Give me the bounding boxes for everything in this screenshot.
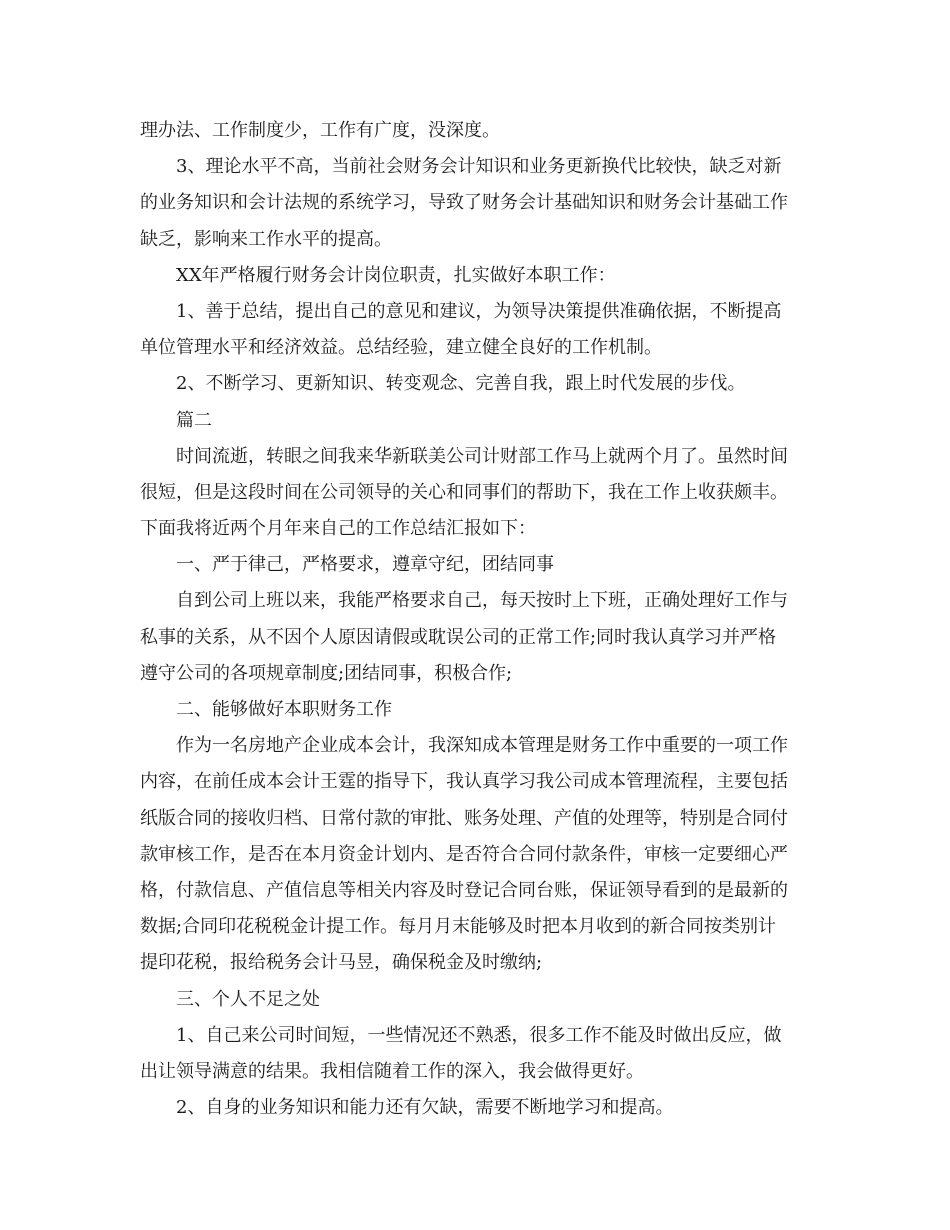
text-line: 理办法、工作制度少，工作有广度，没深度。 [140,120,500,141]
text-line: 款审核工作，是否在本月资金计划内、是否符合合同付款条件，审核一定要细心严 [140,843,788,865]
text-line: 私事的关系，从不因个人原因请假或耽误公司的正常工作;同时我认真学习并严格 [140,626,777,648]
text-line: 缺乏，影响来工作水平的提高。 [140,228,392,250]
text-line: 自到公司上班以来，我能严格要求自己，每天按时上下班，正确处理好工作与 [176,590,788,612]
document-body [140,113,812,1126]
text-line: 1、自己来公司时间短，一些情况还不熟悉，很多工作不能及时做出反应，做 [176,1024,782,1046]
text-line: 出让领导满意的结果。我相信随着工作的深入，我会做得更好。 [140,1060,644,1082]
text-line: 数据;合同印花税税金计提工作。每月月末能够及时把本月收到的新合同按类别计 [140,916,777,938]
text-line: 提印花税，报给税务会计马昱，确保税金及时缴纳; [140,952,543,974]
text-line: 纸版合同的接收归档、日常付款的审批、账务处理、产值的处理等，特别是合同付 [140,807,788,829]
text-line: 的业务知识和会计法规的系统学习，导致了财务会计基础知识和财务会计基础工作 [140,192,788,214]
text-line: 作为一名房地产企业成本会计，我深知成本管理是财务工作中重要的一项工作 [176,735,788,757]
text-line: 1、善于总结，提出自己的意见和建议，为领导决策提供准确依据，不断提高 [176,300,782,322]
text-line: 篇二 [176,409,212,431]
text-line: 2、不断学习、更新知识、转变观念、完善自我，跟上时代发展的步伐。 [176,373,746,395]
text-line: 3、理论水平不高，当前社会财务会计知识和业务更新换代比较快，缺乏对新 [176,156,782,178]
text-line: 三、个人不足之处 [176,988,320,1010]
text-line: 一、严于律己，严格要求，遵章守纪，团结同事 [176,554,554,576]
text-line: 2、自身的业务知识和能力还有欠缺，需要不断地学习和提高。 [176,1097,674,1119]
text-line: 下面我将近两个月年来自己的工作总结汇报如下： [140,518,536,540]
text-line: 内容，在前任成本会计王霆的指导下，我认真学习我公司成本管理流程，主要包括 [140,771,788,793]
text-line: 二、能够做好本职财务工作 [176,699,392,720]
text-line: 时间流逝，转眼之间我来华新联美公司计财部工作马上就两个月了。虽然时间 [176,445,788,467]
text-line: 遵守公司的各项规章制度;团结同事，积极合作; [140,662,513,684]
text-line: 很短，但是这段时间在公司领导的关心和同事们的帮助下，我在工作上收获颇丰。 [140,481,788,503]
text-line: XX年严格履行财务会计岗位职责，扎实做好本职工作： [176,264,616,286]
text-line: 单位管理水平和经济效益。总结经验，建立健全良好的工作机制。 [140,337,662,359]
text-line: 格，付款信息、产值信息等相关内容及时登记合同台账，保证领导看到的是最新的 [140,879,788,901]
